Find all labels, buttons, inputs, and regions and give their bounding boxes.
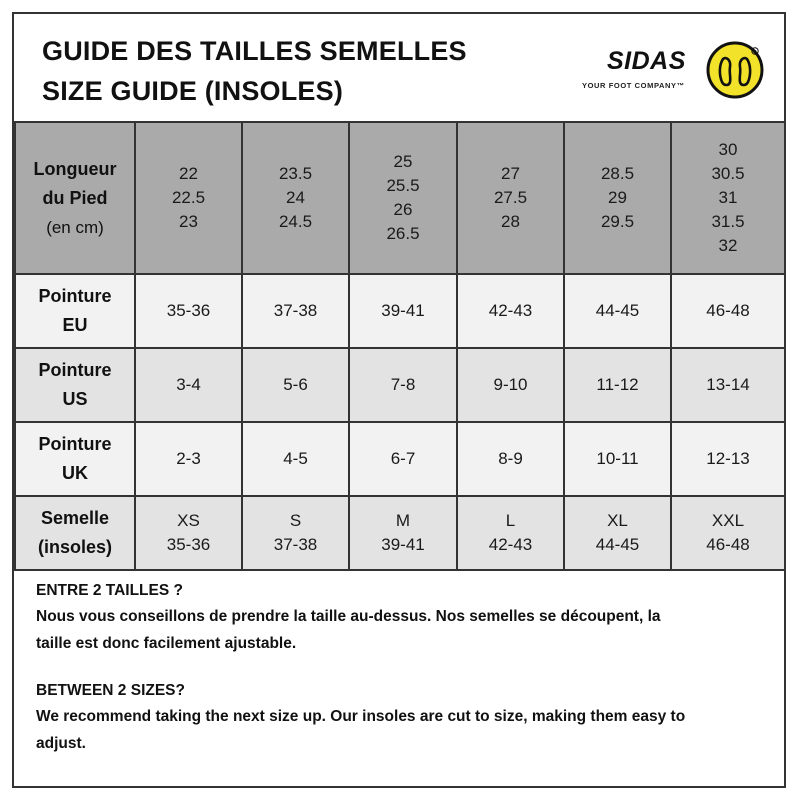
- table-cell: 8-9: [457, 422, 564, 496]
- logo-tagline: YOUR FOOT COMPANY™: [582, 81, 685, 90]
- table-cell: 2-3: [135, 422, 242, 496]
- table-cell: 27 27.5 28: [457, 122, 564, 274]
- table-cell: 5-6: [242, 348, 349, 422]
- table-cell: 25 25.5 26 26.5: [349, 122, 457, 274]
- table-cell: 39-41: [349, 274, 457, 348]
- table-cell: 9-10: [457, 348, 564, 422]
- table-cell: M 39-41: [349, 496, 457, 570]
- page-title-en: SIZE GUIDE (INSOLES): [42, 76, 344, 106]
- row-header-eu: Pointure EU: [15, 274, 135, 348]
- notes-section: [36, 579, 766, 757]
- table-row-eu: [15, 274, 785, 348]
- table-cell: 13-14: [671, 348, 785, 422]
- row-header-us: Pointure US: [15, 348, 135, 422]
- logo-brand: SIDAS: [607, 47, 686, 75]
- table-cell: 6-7: [349, 422, 457, 496]
- table-cell: XXL 46-48: [671, 496, 785, 570]
- table-cell: 23.5 24 24.5: [242, 122, 349, 274]
- feet-icon: [705, 39, 767, 101]
- table-cell: 42-43: [457, 274, 564, 348]
- page-title-fr: GUIDE DES TAILLES SEMELLES: [42, 36, 467, 66]
- size-table: [14, 121, 786, 571]
- table-cell: 44-45: [564, 274, 671, 348]
- table-cell: 4-5: [242, 422, 349, 496]
- table-cell: 12-13: [671, 422, 785, 496]
- table-cell: 30 30.5 31 31.5 32: [671, 122, 785, 274]
- table-cell: 11-12: [564, 348, 671, 422]
- table-cell: 22 22.5 23: [135, 122, 242, 274]
- table-row-foot-length: [15, 122, 785, 274]
- table-cell: 7-8: [349, 348, 457, 422]
- note-text-fr-1: Nous vous conseillons de prendre la taille au-dessus. Nos semelles se découpent, la: [36, 608, 661, 625]
- table-cell: 46-48: [671, 274, 785, 348]
- table-cell: 37-38: [242, 274, 349, 348]
- table-row-us: [15, 348, 785, 422]
- svg-text:R: R: [753, 49, 757, 54]
- table-cell: XS 35-36: [135, 496, 242, 570]
- table-cell: 3-4: [135, 348, 242, 422]
- note-heading-en: BETWEEN 2 SIZES?: [36, 682, 185, 699]
- note-text-fr-2: taille est donc facilement ajustable.: [36, 635, 297, 652]
- table-cell: S 37-38: [242, 496, 349, 570]
- table-row-insole: [15, 496, 785, 570]
- row-header-insole: Semelle (insoles): [15, 496, 135, 570]
- note-text-en-2: adjust.: [36, 735, 86, 752]
- table-cell: 35-36: [135, 274, 242, 348]
- sidas-logo: [582, 39, 772, 109]
- size-guide-card: [12, 12, 786, 788]
- table-cell: 10-11: [564, 422, 671, 496]
- note-text-en-1: We recommend taking the next size up. Our insoles are cut to size, making them easy to: [36, 708, 686, 725]
- row-header-foot-length: Longueur du Pied (en cm): [15, 122, 135, 274]
- table-row-uk: [15, 422, 785, 496]
- table-cell: XL 44-45: [564, 496, 671, 570]
- table-cell: L 42-43: [457, 496, 564, 570]
- note-heading-fr: ENTRE 2 TAILLES ?: [36, 582, 183, 599]
- table-cell: 28.5 29 29.5: [564, 122, 671, 274]
- header: [14, 14, 784, 121]
- row-header-uk: Pointure UK: [15, 422, 135, 496]
